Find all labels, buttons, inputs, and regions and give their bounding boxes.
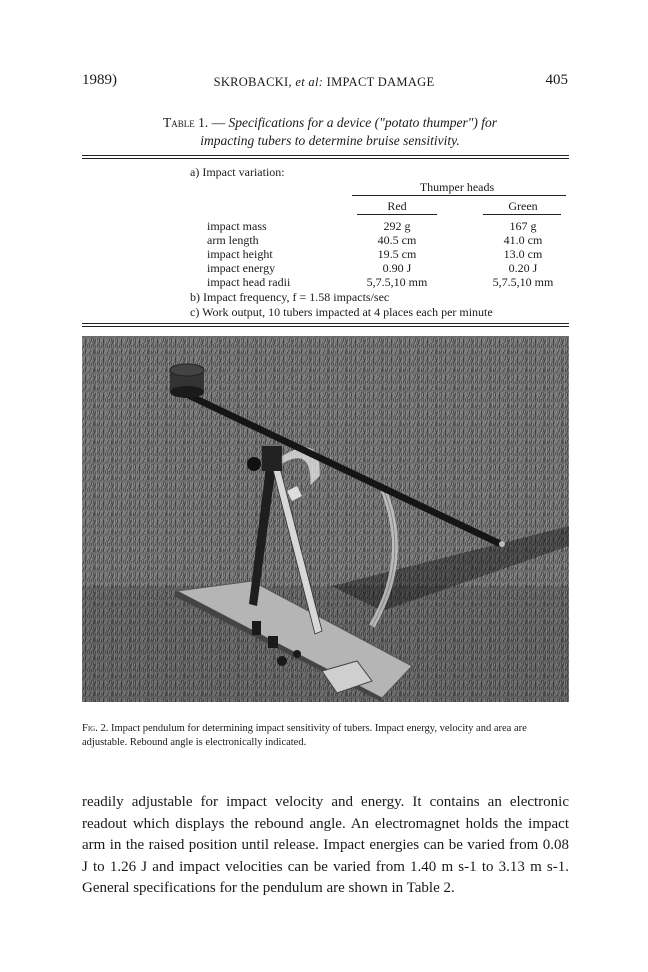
cell-green: 167 g (509, 219, 537, 233)
cell-green: 13.0 cm (503, 247, 543, 261)
cell-red: 19.5 cm (377, 247, 417, 261)
section-c-label: c) Work output, 10 tubers impacted at 4 places each per minute (190, 305, 493, 319)
cell-red: 292 g (383, 219, 411, 233)
figure-photo-impact-pendulum (82, 336, 569, 702)
running-title-authors: SKROBACKI, (213, 75, 292, 89)
header-volume-year: 1989) (82, 72, 117, 88)
cell-red: 40.5 cm (377, 233, 417, 247)
row-label: impact mass (207, 219, 267, 233)
section-b-label: b) Impact frequency, f = 1.58 impacts/sec (190, 290, 390, 304)
figure-caption (82, 722, 569, 750)
group-header-rule (352, 195, 566, 196)
page-number: 405 (545, 72, 568, 88)
table-top-rule (82, 155, 569, 156)
row-label: impact head radii (207, 275, 291, 289)
table-title-line1: Specifications for a device ("potato thumper") for (228, 115, 498, 130)
cell-red: 5,7.5,10 mm (366, 275, 428, 289)
table-bottom-rule (82, 323, 569, 324)
green-col-rule (483, 214, 561, 215)
cell-green: 41.0 cm (503, 233, 543, 247)
table-bottom-rule-2 (82, 326, 569, 327)
row-label: impact height (207, 247, 273, 261)
table-top-rule-2 (82, 158, 569, 159)
figure-caption-label: Fig. 2. (82, 723, 109, 734)
red-col-rule (357, 214, 437, 215)
running-title-text: IMPACT DAMAGE (326, 75, 435, 89)
cell-red: 0.90 J (382, 261, 412, 275)
col-header-red: Red (387, 199, 407, 213)
cell-green: 5,7.5,10 mm (492, 275, 554, 289)
table-caption (140, 114, 520, 150)
figure-caption-text: Impact pendulum for determining impact sensitivity of tubers. Impact energy, velocity and area are adjustable. Rebound angle is electronically indicated. (82, 723, 527, 748)
body-paragraph: readily adjustable for impact velocity and energy. It contains an electronic readout which displays the rebound angle. An electromagnet holds the impact arm in the raised position until release. Impact energies can be varied from 0.08 J to 1.26 J and impact velocities can be varied from 1.40 m s-1 to 3.13 m s-1. General specifications for the pendulum are shown in Table 2. (82, 794, 569, 896)
cell-green: 0.20 J (508, 261, 538, 275)
running-title-etal: et al: (295, 75, 324, 89)
table-label: Table 1. — (162, 115, 226, 130)
section-a-label: a) Impact variation: (190, 165, 285, 179)
thumper-heads-header: Thumper heads (419, 180, 495, 194)
col-header-green: Green (508, 199, 538, 213)
row-label: impact energy (207, 261, 276, 275)
table-title-line2: impacting tubers to determine bruise sensitivity. (200, 133, 460, 148)
row-label: arm length (207, 233, 259, 247)
